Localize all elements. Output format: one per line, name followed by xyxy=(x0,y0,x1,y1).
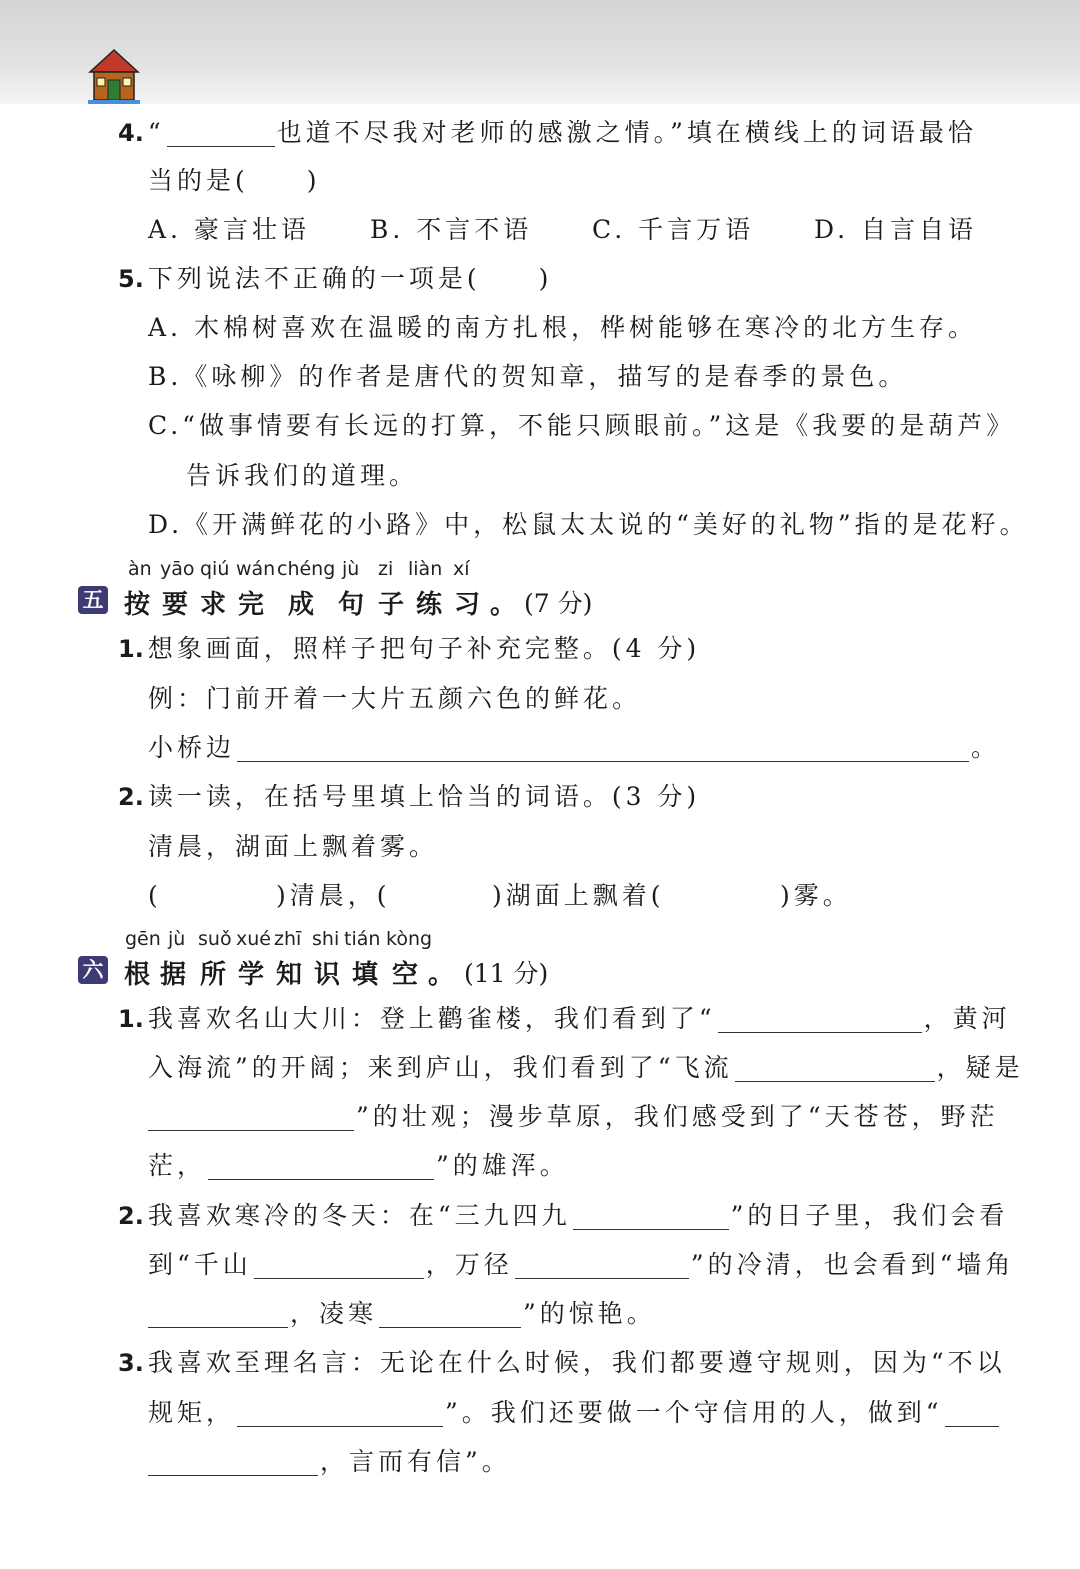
fill-text: ”的雄浑。 xyxy=(436,1151,569,1180)
sec5-q2-sentence: 清晨，湖面上飘着雾。 xyxy=(148,832,439,861)
fill-end: 。 xyxy=(971,733,1001,762)
question-number: 5. xyxy=(118,265,144,293)
poem-blank[interactable] xyxy=(208,1155,434,1180)
q4-open-quote: “ xyxy=(147,118,165,147)
sec5-q1-line xyxy=(118,634,700,664)
q4-line2: 当的是( ) xyxy=(148,166,321,195)
sec5-q1-text: 想象画面，照样子把句子补充完整。(4 分) xyxy=(147,634,701,663)
fill-text: 我喜欢寒冷的冬天：在“三九四九 xyxy=(147,1201,571,1230)
fill-text: ，言而有信”。 xyxy=(320,1447,511,1476)
sec5-q1-fill xyxy=(148,733,1000,763)
sec5-q2-fill xyxy=(148,881,852,911)
poem-blank[interactable] xyxy=(573,1205,729,1230)
poem-blank[interactable] xyxy=(718,1008,922,1033)
sec6-q2-line1 xyxy=(118,1201,1008,1231)
title-char: 。 xyxy=(428,960,455,990)
fill-text: )清晨，( xyxy=(276,881,391,910)
section-six-badge: 六 xyxy=(78,956,108,984)
pinyin: àn xyxy=(128,558,152,580)
proverb-blank[interactable] xyxy=(148,1451,318,1476)
q5-option-c[interactable]: C.“做事情要有长远的打算，不能只顾眼前。”这是《我要的是葫芦》 xyxy=(148,411,1016,440)
sentence-blank[interactable] xyxy=(237,737,969,762)
scan-top-band xyxy=(0,0,1080,104)
pinyin: gēn xyxy=(125,928,161,950)
title-char: 按 xyxy=(124,590,151,620)
pinyin: tián xyxy=(344,928,381,950)
title-char: 填 xyxy=(352,960,379,990)
poem-blank[interactable] xyxy=(515,1254,689,1279)
poem-blank[interactable] xyxy=(148,1106,354,1131)
fill-text: ”。我们还要做一个守信用的人，做到“ xyxy=(445,1398,943,1427)
title-char: 。 xyxy=(490,590,517,620)
pinyin: yāo xyxy=(160,558,195,580)
q4-line1 xyxy=(118,118,977,148)
question-number: 1. xyxy=(118,635,144,663)
q5-stem-line xyxy=(118,264,552,294)
title-char: 求 xyxy=(200,590,227,620)
pinyin: xí xyxy=(453,558,470,580)
proverb-blank[interactable] xyxy=(237,1402,443,1427)
q5-option-b[interactable]: B.《咏柳》的作者是唐代的贺知章，描写的是春季的景色。 xyxy=(148,362,908,391)
pinyin: zi xyxy=(378,558,394,580)
fill-text: 茫， xyxy=(148,1151,207,1180)
title-char: 子 xyxy=(378,590,405,620)
fill-text: 到“千山 xyxy=(148,1250,252,1279)
fill-text: ，黄河 xyxy=(923,1004,1011,1033)
question-number: 3. xyxy=(118,1349,144,1377)
pinyin: zhī xyxy=(274,928,302,950)
poem-blank[interactable] xyxy=(148,1303,288,1328)
title-char: 空 xyxy=(392,960,419,990)
question-number: 2. xyxy=(118,1202,144,1230)
q4-option-a[interactable]: A. 豪言壮语 xyxy=(148,215,310,244)
pinyin: jù xyxy=(168,928,186,950)
sec5-q2-line xyxy=(118,782,700,812)
paren-open: ( xyxy=(148,881,162,910)
title-char: 根 xyxy=(124,960,151,990)
section-five-badge: 五 xyxy=(78,586,108,614)
question-number: 1. xyxy=(118,1005,144,1033)
sec6-q2-line2 xyxy=(148,1250,1014,1280)
pinyin: liàn xyxy=(408,558,443,580)
section-five-title xyxy=(124,584,604,620)
pinyin: jù xyxy=(342,558,360,580)
sec6-q1-line4 xyxy=(148,1151,569,1181)
section-six-title xyxy=(124,954,604,990)
pinyin: qiú xyxy=(200,558,230,580)
pinyin: xué xyxy=(236,928,271,950)
pinyin: shi xyxy=(312,928,340,950)
q4-option-b[interactable]: B. 不言不语 xyxy=(370,215,533,244)
title-char: 知 xyxy=(276,960,303,990)
fill-text: ”的日子里，我们会看 xyxy=(730,1201,1009,1230)
example-sentence: 例：门前开着一大片五颜六色的鲜花。 xyxy=(148,684,642,713)
title-char: 要 xyxy=(162,590,189,620)
fill-text: 我喜欢名山大川：登上鹳雀楼，我们看到了“ xyxy=(147,1004,716,1033)
fill-text: ，万径 xyxy=(425,1250,513,1279)
title-char: 成 xyxy=(288,590,315,620)
title-char: 据 xyxy=(160,960,187,990)
q4-option-c[interactable]: C. 千言万语 xyxy=(592,215,755,244)
pinyin: wán xyxy=(236,558,276,580)
poem-blank[interactable] xyxy=(735,1057,935,1082)
sec6-q1-line3 xyxy=(146,1102,999,1132)
house-icon xyxy=(88,48,140,104)
sec6-q1-line1 xyxy=(118,1004,1011,1034)
sec6-q2-line3 xyxy=(146,1299,656,1329)
sec6-q3-line2 xyxy=(148,1398,1001,1428)
q5-option-d[interactable]: D.《开满鲜花的小路》中，松鼠太太说的“美好的礼物”指的是花籽。 xyxy=(148,510,1029,539)
title-char: 识 xyxy=(314,960,341,990)
pinyin: suǒ xyxy=(198,928,232,950)
sec6-q1-line2 xyxy=(148,1053,1024,1083)
section-score: (11 分) xyxy=(464,959,549,988)
q4-blank[interactable] xyxy=(167,122,275,147)
fill-text: ”的惊艳。 xyxy=(523,1299,656,1328)
title-char: 练 xyxy=(416,590,443,620)
question-number: 4. xyxy=(118,119,144,147)
pinyin: kòng xyxy=(386,928,433,950)
poem-blank[interactable] xyxy=(379,1303,521,1328)
fill-text: )雾。 xyxy=(780,881,852,910)
q4-options xyxy=(148,215,988,245)
q4-stem: 也道不尽我对老师的感激之情。”填在横线上的词语最恰 xyxy=(276,118,977,147)
fill-text: 入海流”的开阔；来到庐山，我们看到了“飞流 xyxy=(148,1053,733,1082)
pinyin: chéng xyxy=(277,558,336,580)
fill-text: 规矩， xyxy=(148,1398,236,1427)
fill-text: ”的冷清，也会看到“墙角 xyxy=(690,1250,1015,1279)
title-char: 所 xyxy=(200,960,227,990)
fill-text: 我喜欢至理名言：无论在什么时候，我们都要遵守规则，因为“不以 xyxy=(147,1348,1006,1377)
sec6-q3-line1 xyxy=(118,1348,1006,1378)
title-char: 学 xyxy=(238,960,265,990)
fill-text: ，疑是 xyxy=(936,1053,1024,1082)
sec5-q2-text: 读一读，在括号里填上恰当的词语。(3 分) xyxy=(147,782,701,811)
poem-blank[interactable] xyxy=(254,1254,424,1279)
title-char: 习 xyxy=(454,590,481,620)
sec6-q3-line3 xyxy=(146,1447,511,1477)
q5-option-a[interactable]: A. 木棉树喜欢在温暖的南方扎根，桦树能够在寒冷的北方生存。 xyxy=(148,313,977,342)
q4-option-d[interactable]: D. 自言自语 xyxy=(814,215,978,244)
fill-text: ”的壮观；漫步草原，我们感受到了“天苍苍，野茫 xyxy=(356,1102,999,1131)
q5-stem: 下列说法不正确的一项是( ) xyxy=(147,264,553,293)
fill-text: ，凌寒 xyxy=(290,1299,378,1328)
title-char: 完 xyxy=(238,590,265,620)
question-number: 2. xyxy=(118,783,144,811)
fill-prefix: 小桥边 xyxy=(148,733,236,762)
fill-text: )湖面上飘着( xyxy=(492,881,665,910)
section-score: (7 分) xyxy=(524,589,593,618)
proverb-blank[interactable] xyxy=(945,1402,999,1427)
q5-option-c-cont: 告诉我们的道理。 xyxy=(186,461,419,490)
title-char: 句 xyxy=(338,590,365,620)
